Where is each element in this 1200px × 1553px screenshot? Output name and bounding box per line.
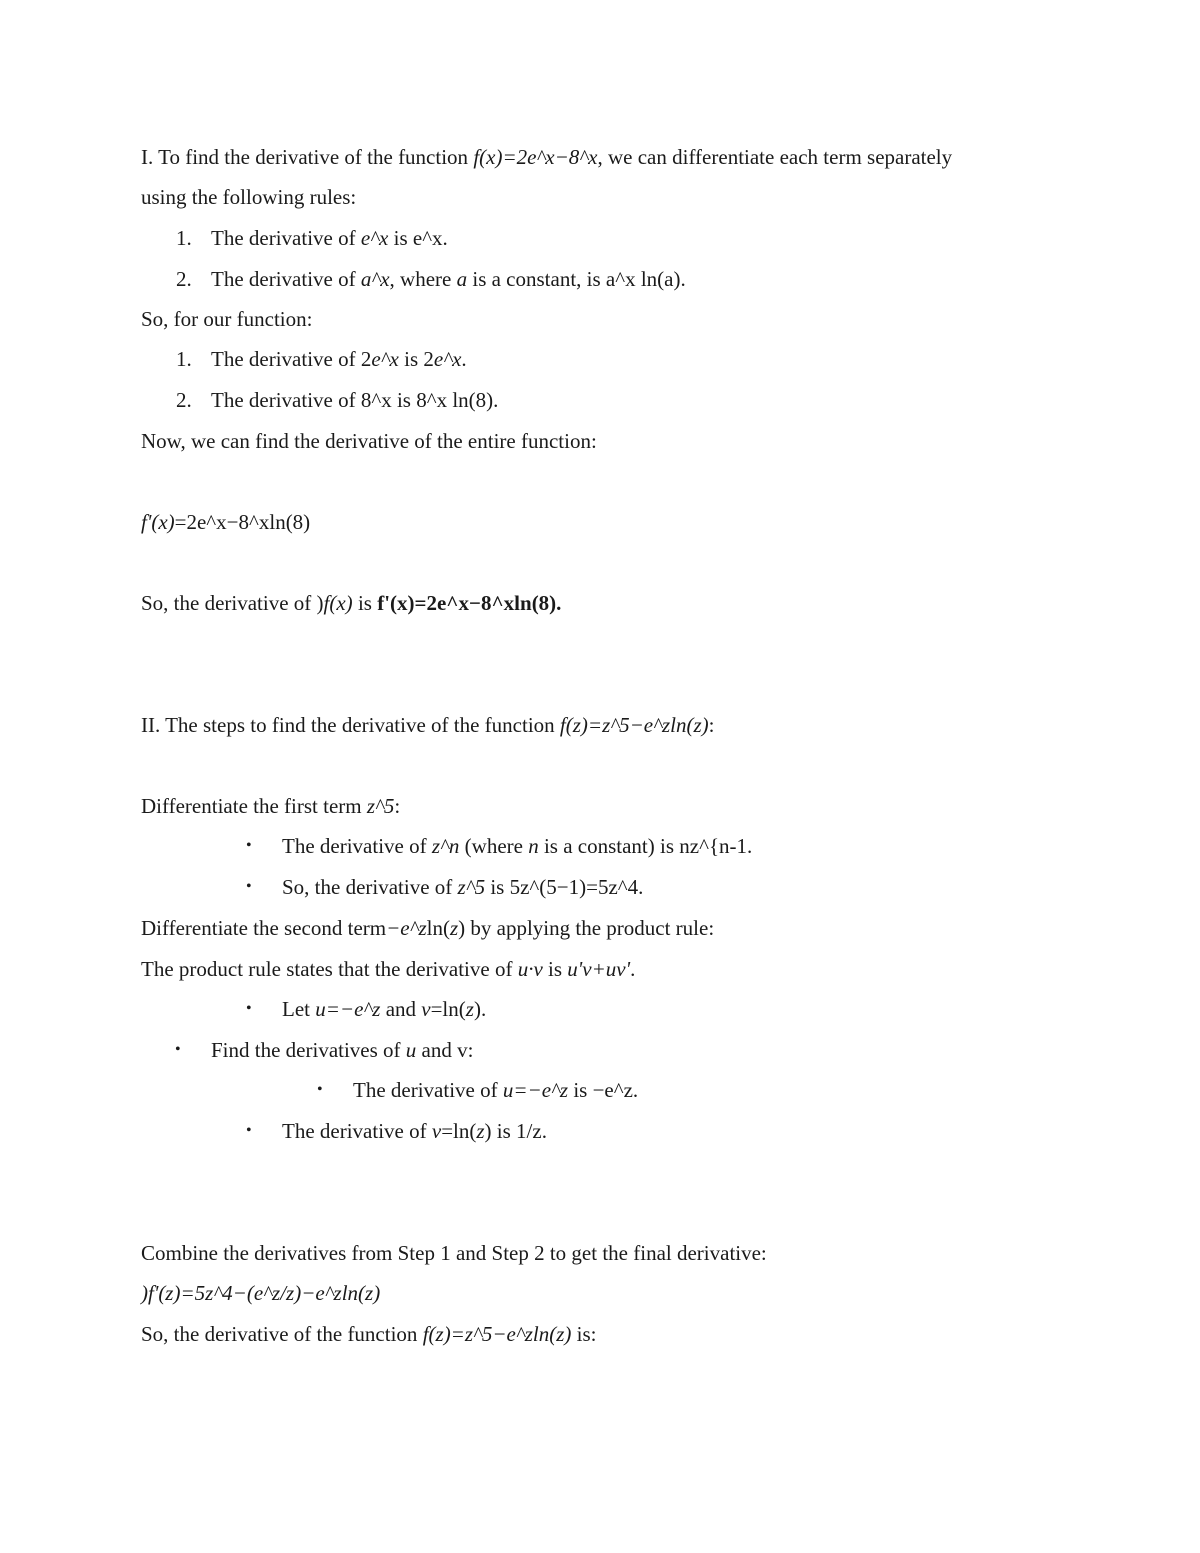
combine-statement: Combine the derivatives from Step 1 and Step 2 to get the final derivative: (141, 1241, 767, 1265)
text: The derivative of (211, 267, 361, 291)
text: The derivative of (282, 1119, 432, 1143)
text: is e^x. (388, 226, 448, 250)
text: The derivative of (282, 834, 432, 858)
section1-intro-cont: using the following rules: (141, 185, 357, 209)
so-for-function: So, for our function: (141, 307, 313, 331)
applied-1 (211, 346, 467, 372)
bullet: • (246, 878, 252, 895)
math: u (405, 1038, 417, 1062)
text: is 2 (398, 347, 434, 371)
math: z^5 (457, 875, 486, 899)
text: (where (459, 834, 529, 858)
applied-2-number: 2. (176, 388, 192, 412)
bullet-let (282, 996, 486, 1022)
bullet-deriv-v (282, 1118, 547, 1144)
text: So, the derivative of (282, 875, 458, 899)
math: n (528, 834, 539, 858)
bullet: • (246, 1122, 252, 1139)
now-statement: Now, we can find the derivative of the entire function: (141, 429, 597, 453)
math: f(z)=z^5−e^zln(z) (422, 1322, 572, 1346)
text: ). (473, 997, 487, 1021)
section1-intro (141, 144, 952, 170)
diff-second-term (141, 915, 714, 941)
math: u·v (517, 957, 543, 981)
derivative-formula (141, 509, 310, 535)
text: is a constant, is a^x ln(a). (467, 267, 686, 291)
text: The derivative of (353, 1078, 503, 1102)
math: u'v+uv' (567, 957, 631, 981)
text: The product rule states that the derivative of (141, 957, 518, 981)
rule-1-number: 1. (176, 226, 192, 250)
bullet-find (211, 1037, 473, 1063)
final-formula (141, 1280, 380, 1306)
text: and v: (416, 1038, 474, 1062)
text: ln( (426, 916, 450, 940)
text: ) by applying the product rule: (458, 916, 715, 940)
rule-2-number: 2. (176, 267, 192, 291)
math: e^x (433, 347, 462, 371)
text: I. To find the derivative of the function (141, 145, 474, 169)
text: . (461, 347, 467, 371)
math: a^x (360, 267, 390, 291)
text: Let (282, 997, 316, 1021)
math: =2e^x−8^xln(8) (174, 510, 311, 534)
applied-2: The derivative of 8^x is 8^x ln(8). (211, 388, 499, 412)
math: z (465, 997, 474, 1021)
text: The derivative of 2 (211, 347, 372, 371)
math: z (476, 1119, 485, 1143)
text: So, the derivative of ) (141, 591, 324, 615)
math: z^5 (366, 794, 395, 818)
bullet: • (317, 1081, 323, 1098)
bullet: • (246, 1000, 252, 1017)
math: z^n (431, 834, 460, 858)
text: : (394, 794, 401, 818)
text: is: (571, 1322, 597, 1346)
text: . (630, 957, 636, 981)
diff-first-term (141, 793, 400, 819)
text: II. The steps to find the derivative of the function (141, 713, 560, 737)
bullet-deriv-u (353, 1077, 638, 1103)
text: and (380, 997, 422, 1021)
math: f(z)=z^5−e^zln(z) (559, 713, 709, 737)
product-rule (141, 956, 635, 982)
text: is −e^z. (568, 1078, 639, 1102)
text: ) is 1/z. (484, 1119, 547, 1143)
section2-intro (141, 712, 714, 738)
bullet-first-1 (282, 833, 752, 859)
text: Differentiate the second term (141, 916, 387, 940)
text: Differentiate the first term (141, 794, 367, 818)
text: =ln( (430, 997, 466, 1021)
math: u=−e^z (315, 997, 381, 1021)
math: v (421, 997, 431, 1021)
math: u=−e^z (502, 1078, 569, 1102)
bullet: • (246, 837, 252, 854)
rule-2 (211, 266, 686, 292)
text: The derivative of (211, 226, 361, 250)
final-conclusion (141, 1321, 597, 1347)
bullet: • (175, 1041, 181, 1058)
text: So, the derivative of the function (141, 1322, 423, 1346)
text: , we can differentiate each term separately (597, 145, 953, 169)
math: −e^z (386, 916, 427, 940)
rule-1 (211, 225, 448, 251)
math: f'(x) (141, 510, 175, 534)
math: a (456, 267, 468, 291)
applied-1-number: 1. (176, 347, 192, 371)
text: Find the derivatives of (211, 1038, 406, 1062)
text: =ln( (441, 1119, 477, 1143)
text: is 5z^(5−1)=5z^4. (485, 875, 644, 899)
bold-result: f'(x)=2e^x−8^xln(8). (377, 591, 562, 615)
section1-conclusion (141, 590, 561, 616)
math: v (431, 1119, 442, 1143)
math: f(x)=2e^x−8^x (473, 145, 598, 169)
text: : (708, 713, 715, 737)
text: is (352, 591, 378, 615)
text: is a constant) is nz^{n-1. (538, 834, 753, 858)
text: is (542, 957, 568, 981)
math: z (449, 916, 459, 940)
math: e^x (360, 226, 389, 250)
math: )f'(z)=5z^4−(e^z/z)−e^zln(z) (141, 1281, 381, 1305)
bullet-first-2 (282, 874, 643, 900)
text: , where (389, 267, 457, 291)
math: e^x (371, 347, 399, 371)
math: f(x) (323, 591, 353, 615)
